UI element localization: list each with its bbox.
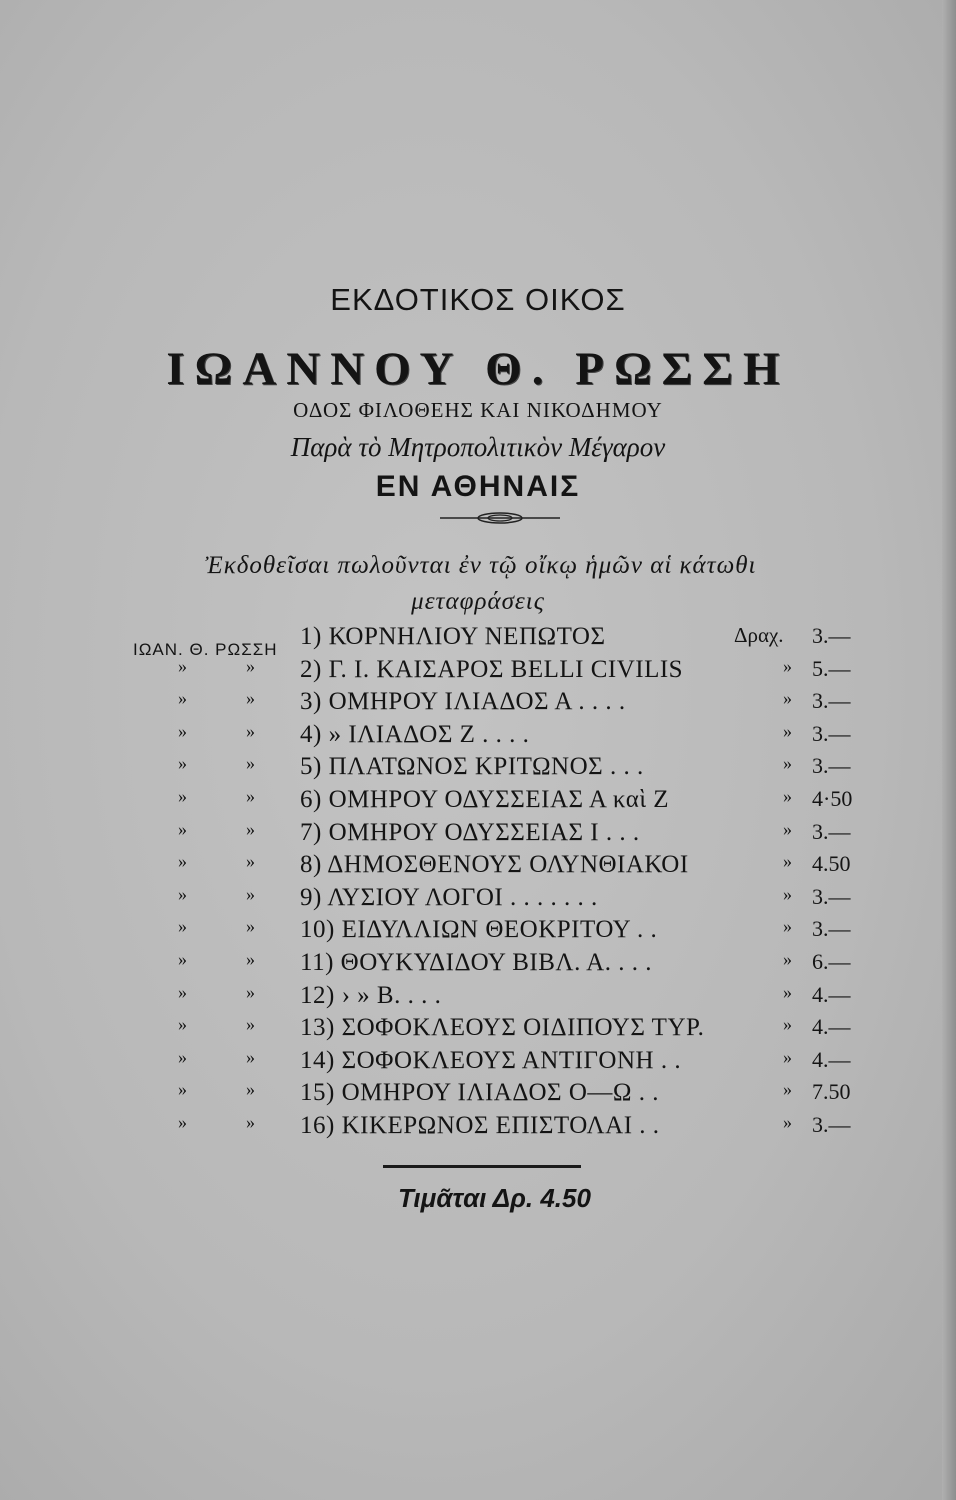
- catalog-item-price: 4.—: [812, 982, 851, 1007]
- catalog-item-price: 4.—: [812, 1047, 851, 1072]
- ditto-mark: »: [783, 688, 792, 708]
- ditto-mark: »: [783, 819, 792, 839]
- publisher-name: ΙΩΑΝΝΟΥ Θ. ΡΩΣΣΗ: [166, 343, 790, 395]
- ditto-mark: »: [246, 884, 255, 904]
- ditto-mark: »: [783, 656, 792, 676]
- footer-rule: [383, 1165, 581, 1168]
- catalog-item-price: 7.50: [812, 1079, 851, 1104]
- ditto-mark: »: [178, 1047, 187, 1067]
- ditto-mark: »: [246, 1014, 255, 1034]
- ditto-mark: »: [178, 721, 187, 741]
- catalog-item-price: 3.—: [812, 688, 851, 713]
- catalog-item-price: 4.50: [812, 851, 851, 876]
- catalog-row: [0, 819, 956, 851]
- intro-line-1: Ἐκδοθεῖσαι πωλοῦνται ἐν τῷ οἴκῳ ἡμῶν αἱ κάτωθι: [205, 552, 757, 579]
- ornament-divider-icon: [440, 510, 560, 526]
- catalog-item-price: 3.—: [812, 623, 851, 648]
- publisher-near: Παρὰ τὸ Μητροπολιτικὸν Μέγαρον: [290, 432, 666, 462]
- ditto-mark: »: [246, 688, 255, 708]
- intro-line-2: μεταφράσεις: [411, 588, 545, 615]
- ditto-mark: »: [178, 819, 187, 839]
- catalog-row: [0, 688, 956, 720]
- ditto-mark: »: [246, 819, 255, 839]
- publisher-stamp: ΙΩΑΝ. Θ. ΡΩΣΣΗ: [133, 640, 278, 659]
- catalog-item-title: 14) ΣΟΦΟΚΛΕΟΥΣ ΑΝΤΙΓΟΝΗ . .: [300, 1047, 682, 1074]
- catalog-row: [0, 721, 956, 753]
- catalog-item-title: 5) ΠΛΑΤΩΝΟΣ ΚΡΙΤΩΝΟΣ . . .: [300, 753, 644, 780]
- catalog-item-price: 4·50: [812, 786, 853, 811]
- ditto-mark: »: [246, 656, 255, 676]
- ditto-mark: »: [783, 982, 792, 1002]
- ditto-mark: »: [783, 1112, 792, 1132]
- ditto-mark: »: [246, 1112, 255, 1132]
- ditto-mark: »: [783, 1014, 792, 1034]
- ditto-mark: »: [178, 656, 187, 676]
- catalog-item-title: 9) ΛΥΣΙΟΥ ΛΟΓΟΙ . . . . . . .: [300, 884, 598, 911]
- ditto-mark: »: [783, 753, 792, 773]
- catalog-row: [0, 1112, 956, 1144]
- ditto-mark: »: [178, 982, 187, 1002]
- catalog-row: [0, 1014, 956, 1046]
- catalog-row: [0, 1047, 956, 1079]
- catalog-item-price: 3.—: [812, 721, 851, 746]
- catalog-row: [0, 1079, 956, 1111]
- catalog-item-price: 3.—: [812, 1112, 851, 1137]
- ditto-mark: »: [178, 786, 187, 806]
- catalog-row: [0, 916, 956, 948]
- catalog-row: [0, 949, 956, 981]
- catalog-item-price: 3.—: [812, 753, 851, 778]
- ditto-mark: »: [783, 884, 792, 904]
- catalog-item-price: 6.—: [812, 949, 851, 974]
- ditto-mark: »: [178, 1079, 187, 1099]
- catalog-row: [0, 753, 956, 785]
- catalog-item-price: 5.—: [812, 656, 851, 681]
- catalog-row: [0, 982, 956, 1014]
- catalog-item-price: 4.—: [812, 1014, 851, 1039]
- catalog-item-title: 11) ΘΟΥΚΥΔΙΔΟΥ ΒΙΒΛ. Α. . . .: [300, 949, 652, 976]
- ditto-mark: »: [178, 1112, 187, 1132]
- publisher-city: ΕΝ ΑΘΗΝΑΙΣ: [375, 470, 581, 503]
- ditto-mark: »: [178, 949, 187, 969]
- ditto-mark: »: [246, 721, 255, 741]
- ditto-mark: »: [783, 1079, 792, 1099]
- publisher-label: ΕΚΔΟΤΙΚΟΣ ΟΙΚΟΣ: [330, 282, 626, 317]
- ditto-mark: »: [783, 916, 792, 936]
- catalog-item-price: 3.—: [812, 819, 851, 844]
- ditto-mark: »: [246, 1079, 255, 1099]
- ditto-mark: »: [178, 688, 187, 708]
- catalog-row: [0, 851, 956, 883]
- catalog-item-title: 3) ΟΜΗΡΟΥ ΙΛΙΑΔΟΣ Α . . . .: [300, 688, 626, 715]
- catalog-row: [0, 786, 956, 818]
- catalog-item-title: 12) › » Β. . . .: [300, 982, 442, 1009]
- ditto-mark: »: [246, 916, 255, 936]
- ditto-mark: »: [178, 916, 187, 936]
- catalog-item-title: 4) » ΙΛΙΑΔΟΣ Ζ . . . .: [300, 721, 530, 748]
- ditto-mark: »: [246, 1047, 255, 1067]
- ditto-mark: »: [178, 1014, 187, 1034]
- catalog-item-price: 3.—: [812, 884, 851, 909]
- ditto-mark: »: [246, 949, 255, 969]
- catalog-item-title: 10) ΕΙΔΥΛΛΙΩΝ ΘΕΟΚΡΙΤΟΥ . .: [300, 916, 658, 943]
- catalog-item-title: 6) ΟΜΗΡΟΥ ΟΔΥΣΣΕΙΑΣ Α καὶ Ζ: [300, 786, 670, 813]
- catalog-item-title: 8) ΔΗΜΟΣΘΕΝΟΥΣ ΟΛΥΝΘΙΑΚΟΙ: [300, 851, 689, 878]
- ditto-mark: »: [178, 884, 187, 904]
- publisher-street: ΟΔΟΣ ΦΙΛΟΘΕΗΣ ΚΑΙ ΝΙΚΟΔΗΜΟΥ: [293, 398, 663, 422]
- ditto-mark: »: [783, 786, 792, 806]
- ditto-mark: »: [178, 753, 187, 773]
- price-line: Τιμᾶται Δρ. 4.50: [398, 1183, 591, 1213]
- ditto-mark: »: [246, 982, 255, 1002]
- catalog-row: [0, 884, 956, 916]
- catalog-item-price: 3.—: [812, 916, 851, 941]
- ditto-mark: »: [178, 851, 187, 871]
- ditto-mark: »: [783, 1047, 792, 1067]
- ditto-mark: »: [246, 786, 255, 806]
- catalog-item-title: 16) ΚΙΚΕΡΩΝΟΣ ΕΠΙΣΤΟΛΑΙ . .: [300, 1112, 660, 1139]
- catalog-item-title: 2) Γ. Ι. ΚΑΙΣΑΡΟΣ BELLI CIVILIS: [300, 656, 684, 683]
- catalog-item-title: 15) ΟΜΗΡΟΥ ΙΛΙΑΔΟΣ Ο—Ω . .: [300, 1079, 659, 1106]
- catalog-item-title: 7) ΟΜΗΡΟΥ ΟΔΥΣΣΕΙΑΣ Ι . . .: [300, 819, 640, 846]
- catalog-item-title: 13) ΣΟΦΟΚΛΕΟΥΣ ΟΙΔΙΠΟΥΣ ΤΥΡ.: [300, 1014, 705, 1041]
- ditto-mark: »: [783, 851, 792, 871]
- ditto-mark: »: [246, 753, 255, 773]
- ditto-mark: »: [246, 851, 255, 871]
- ditto-mark: »: [783, 721, 792, 741]
- catalog-row: [0, 623, 956, 655]
- ditto-mark: »: [783, 949, 792, 969]
- catalog-row: [0, 656, 956, 688]
- catalog-item-title: 1) ΚΟΡΝΗΛΙΟΥ ΝΕΠΩΤΟΣ: [300, 623, 606, 650]
- currency-label: Δραχ.: [734, 623, 784, 647]
